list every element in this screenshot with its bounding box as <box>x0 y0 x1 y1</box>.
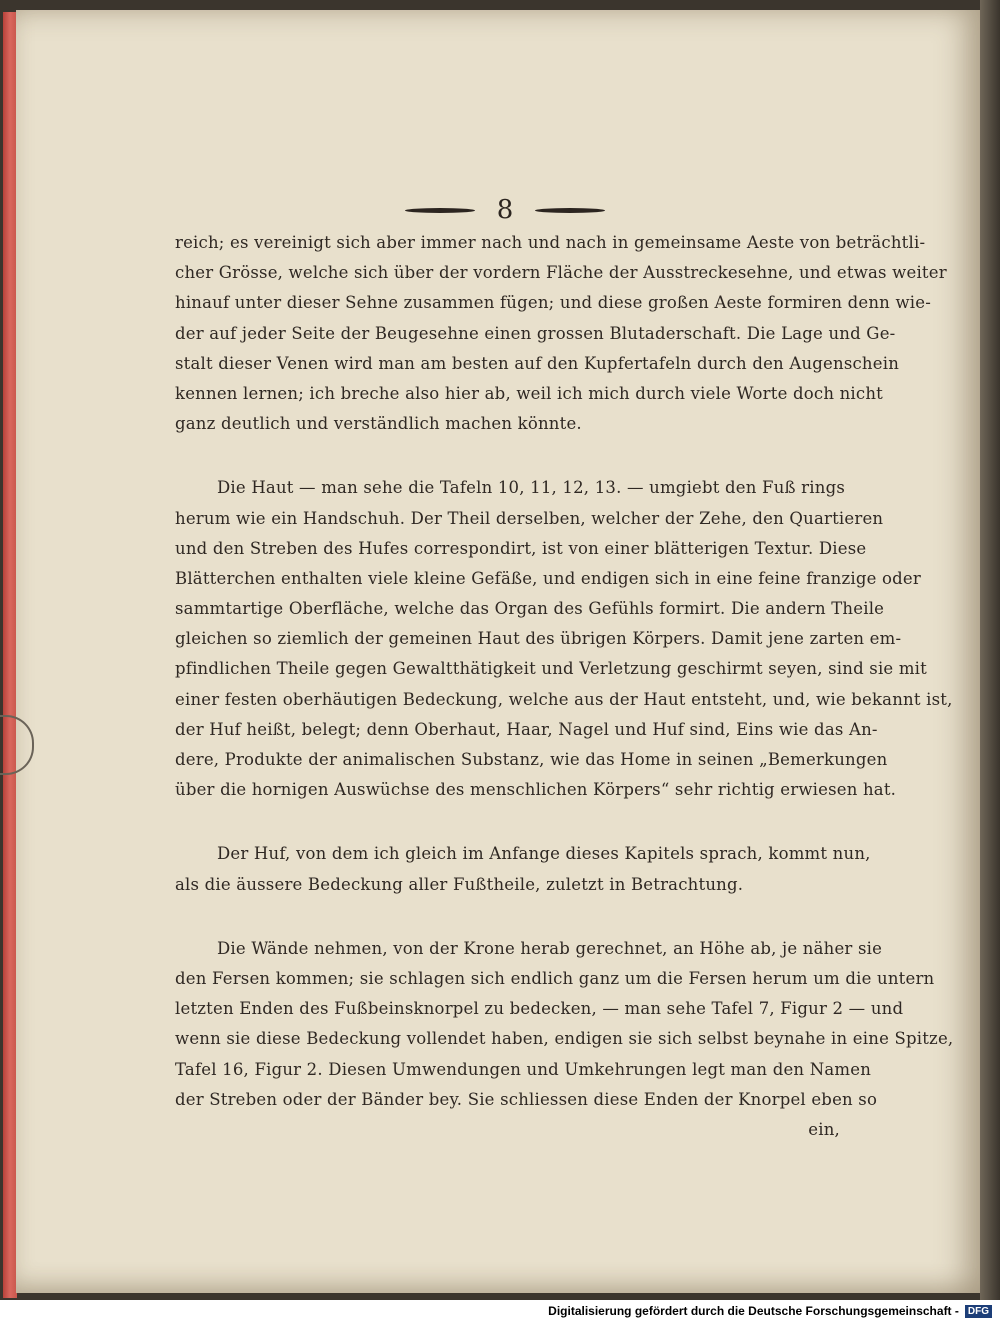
text-line: über die hornigen Auswüchse des menschlichen Körpers“ sehr richtig erwiesen hat. <box>175 780 897 800</box>
text-line: Der Huf, von dem ich gleich im Anfange dieses Kapitels sprach, kommt nun, <box>217 844 871 864</box>
text-line: wenn sie diese Bedeckung vollendet haben, endigen sie sich selbst beynahe in eine Spitze, <box>175 1029 954 1049</box>
text-line: herum wie ein Handschuh. Der Theil derselben, welcher der Zehe, den Quartieren <box>175 508 884 528</box>
header-rule-right <box>535 208 605 213</box>
text-line: Tafel 16, Figur 2. Diesen Umwendungen und Umkehrungen legt man den Namen <box>175 1059 872 1079</box>
text-line: Blätterchen enthalten viele kleine Gefäße, und endigen sich in eine feine franzige oder <box>175 568 921 588</box>
page-header <box>380 195 630 225</box>
text-line: cher Grösse, welche sich über der vordern Fläche der Ausstreckesehne, und etwas weiter <box>175 263 947 283</box>
dfg-logo: DFG <box>965 1305 992 1318</box>
footer-bar <box>0 1300 1000 1322</box>
text-line: letzten Enden des Fußbeinsknorpel zu bedecken, — man sehe Tafel 7, Figur 2 — und <box>175 999 904 1019</box>
catchword: ein, <box>808 1119 840 1139</box>
page-red-edge <box>3 12 17 1298</box>
text-line: kennen lernen; ich breche also hier ab, weil ich mich durch viele Worte doch nicht <box>175 383 883 403</box>
body-text <box>175 228 954 1145</box>
text-line: der Streben oder der Bänder bey. Sie schliessen diese Enden der Knorpel eben so <box>175 1089 878 1109</box>
paragraph <box>175 934 954 1145</box>
text-line: ganz deutlich und verständlich machen könnte. <box>175 414 582 434</box>
text-line: reich; es vereinigt sich aber immer nach und nach in gemeinsame Aeste von beträchtli- <box>175 233 926 252</box>
book-binding-edge <box>980 0 1000 1300</box>
header-rule-left <box>405 208 475 213</box>
text-line: gleichen so ziemlich der gemeinen Haut des übrigen Körpers. Damit jene zarten em- <box>175 629 902 649</box>
text-line: Die Wände nehmen, von der Krone herab gerechnet, an Höhe ab, je näher sie <box>217 938 883 958</box>
paragraph <box>175 473 953 805</box>
text-line: hinauf unter dieser Sehne zusammen fügen; und diese großen Aeste formiren denn wie- <box>175 293 931 313</box>
paragraph <box>175 228 947 439</box>
text-line: pfindlichen Theile gegen Gewaltthätigkeit und Verletzung geschirmt seyen, sind sie mit <box>175 659 927 679</box>
text-line: und den Streben des Hufes correspondirt, ist von einer blätterigen Textur. Diese <box>175 538 867 558</box>
footer-credit: Digitalisierung gefördert durch die Deutsche Forschungsgemeinschaft - <box>548 1304 959 1318</box>
text-line: einer festen oberhäutigen Bedeckung, welche aus der Haut entsteht, und, wie bekannt ist, <box>175 689 953 709</box>
text-line: Die Haut — man sehe die Tafeln 10, 11, 12, 13. — umgiebt den Fuß rings <box>217 478 846 498</box>
text-line: dere, Produkte der animalischen Substanz, wie das Home in seinen „Bemerkungen <box>175 750 888 769</box>
text-line: als die äussere Bedeckung aller Fußtheile, zuletzt in Betrachtung. <box>175 874 744 894</box>
text-line: sammtartige Oberfläche, welche das Organ des Gefühls formirt. Die andern Theile <box>175 599 885 619</box>
text-line: den Fersen kommen; sie schlagen sich endlich ganz um die Fersen herum um die untern <box>175 968 935 988</box>
page-number: 8 <box>496 195 514 225</box>
paragraph <box>175 839 871 899</box>
text-line: der auf jeder Seite der Beugesehne einen grossen Blutaderschaft. Die Lage und Ge- <box>175 323 896 343</box>
text-line: der Huf heißt, belegt; denn Oberhaut, Haar, Nagel und Huf sind, Eins wie das An- <box>175 719 878 739</box>
text-line: stalt dieser Venen wird man am besten auf den Kupfertafeln durch den Augenschein <box>175 353 900 373</box>
